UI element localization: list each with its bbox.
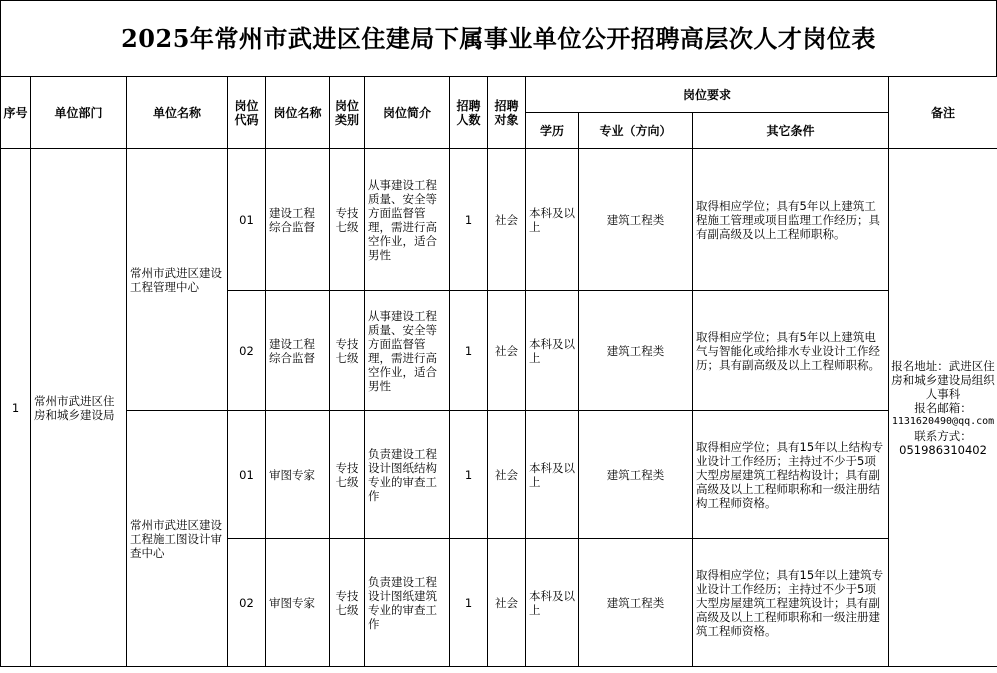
code-cell: 01 [228,411,266,539]
other-cell: 取得相应学位；具有5年以上建筑工程施工管理或项目监理工作经历；具有副高级及以上工程师职称。 [693,149,889,291]
major-cell: 建筑工程类 [579,411,693,539]
seq-cell: 1 [1,149,31,667]
intro-cell: 从事建设工程质量、安全等方面监督管理，需进行高空作业，适合男性 [365,149,450,291]
count-cell: 1 [450,539,488,667]
code-cell: 01 [228,149,266,291]
intro-cell: 从事建设工程质量、安全等方面监督管理，需进行高空作业，适合男性 [365,291,450,411]
post-cell: 建设工程综合监督 [266,149,330,291]
category-cell: 专技七级 [330,411,365,539]
target-cell: 社会 [488,291,526,411]
post-cell: 审图专家 [266,411,330,539]
unit-cell: 常州市武进区建设工程管理中心 [127,149,228,411]
count-cell: 1 [450,291,488,411]
header-major: 专业（方向） [579,113,693,149]
category-cell: 专技七级 [330,539,365,667]
intro-cell: 负责建设工程设计图纸结构专业的审查工作 [365,411,450,539]
target-cell: 社会 [488,411,526,539]
major-cell: 建筑工程类 [579,149,693,291]
dept-cell: 常州市武进区住房和城乡建设局 [31,149,127,667]
other-cell: 取得相应学位；具有15年以上建筑专业设计工作经历；主持过不少于5项大型房屋建筑工程建筑设计；具有副高级及以上工程师职称和一级注册建筑工程师资格。 [693,539,889,667]
category-cell: 专技七级 [330,149,365,291]
header-other: 其它条件 [693,113,889,149]
edu-cell: 本科及以上 [526,149,579,291]
header-intro: 岗位简介 [365,77,450,149]
header-remark: 备注 [889,77,997,149]
target-cell: 社会 [488,149,526,291]
remark-email-label: 报名邮箱： [914,400,972,415]
major-cell: 建筑工程类 [579,291,693,411]
header-category: 岗位类别 [330,77,365,149]
header-count: 招聘人数 [450,77,488,149]
count-cell: 1 [450,149,488,291]
header-dept: 单位部门 [31,77,127,149]
target-cell: 社会 [488,539,526,667]
remark-address: 报名地址：武进区住房和城乡建设局组织人事科 [891,358,995,401]
header-requirements: 岗位要求 [526,77,889,113]
code-cell: 02 [228,539,266,667]
remark-phone: 051986310402 [899,442,987,457]
post-cell: 审图专家 [266,539,330,667]
category-cell: 专技七级 [330,291,365,411]
header-unit: 单位名称 [127,77,228,149]
remark-email[interactable]: 1131620490@qq.com [891,415,995,427]
other-cell: 取得相应学位；具有5年以上建筑电气与智能化或给排水专业设计工作经历；具有副高级及以上工程师职称。 [693,291,889,411]
header-code: 岗位代码 [228,77,266,149]
header-edu: 学历 [526,113,579,149]
edu-cell: 本科及以上 [526,411,579,539]
header-target: 招聘对象 [488,77,526,149]
post-cell: 建设工程综合监督 [266,291,330,411]
other-cell: 取得相应学位；具有15年以上结构专业设计工作经历；主持过不少于5项大型房屋建筑工程结构设计；具有副高级及以上工程师职称和一级注册结构工程师资格。 [693,411,889,539]
remark-cell [889,149,997,667]
header-row [1,77,997,113]
header-post: 岗位名称 [266,77,330,149]
table-row [1,149,997,291]
page-title: 2025年常州市武进区住建局下属事业单位公开招聘高层次人才岗位表 [0,0,997,76]
edu-cell: 本科及以上 [526,539,579,667]
count-cell: 1 [450,411,488,539]
major-cell: 建筑工程类 [579,539,693,667]
remark-phone-label: 联系方式： [914,428,972,443]
code-cell: 02 [228,291,266,411]
intro-cell: 负责建设工程设计图纸建筑专业的审查工作 [365,539,450,667]
unit-cell: 常州市武进区建设工程施工图设计审查中心 [127,411,228,667]
edu-cell: 本科及以上 [526,291,579,411]
table-row [1,411,997,539]
recruitment-table [0,76,997,667]
header-seq: 序号 [1,77,31,149]
